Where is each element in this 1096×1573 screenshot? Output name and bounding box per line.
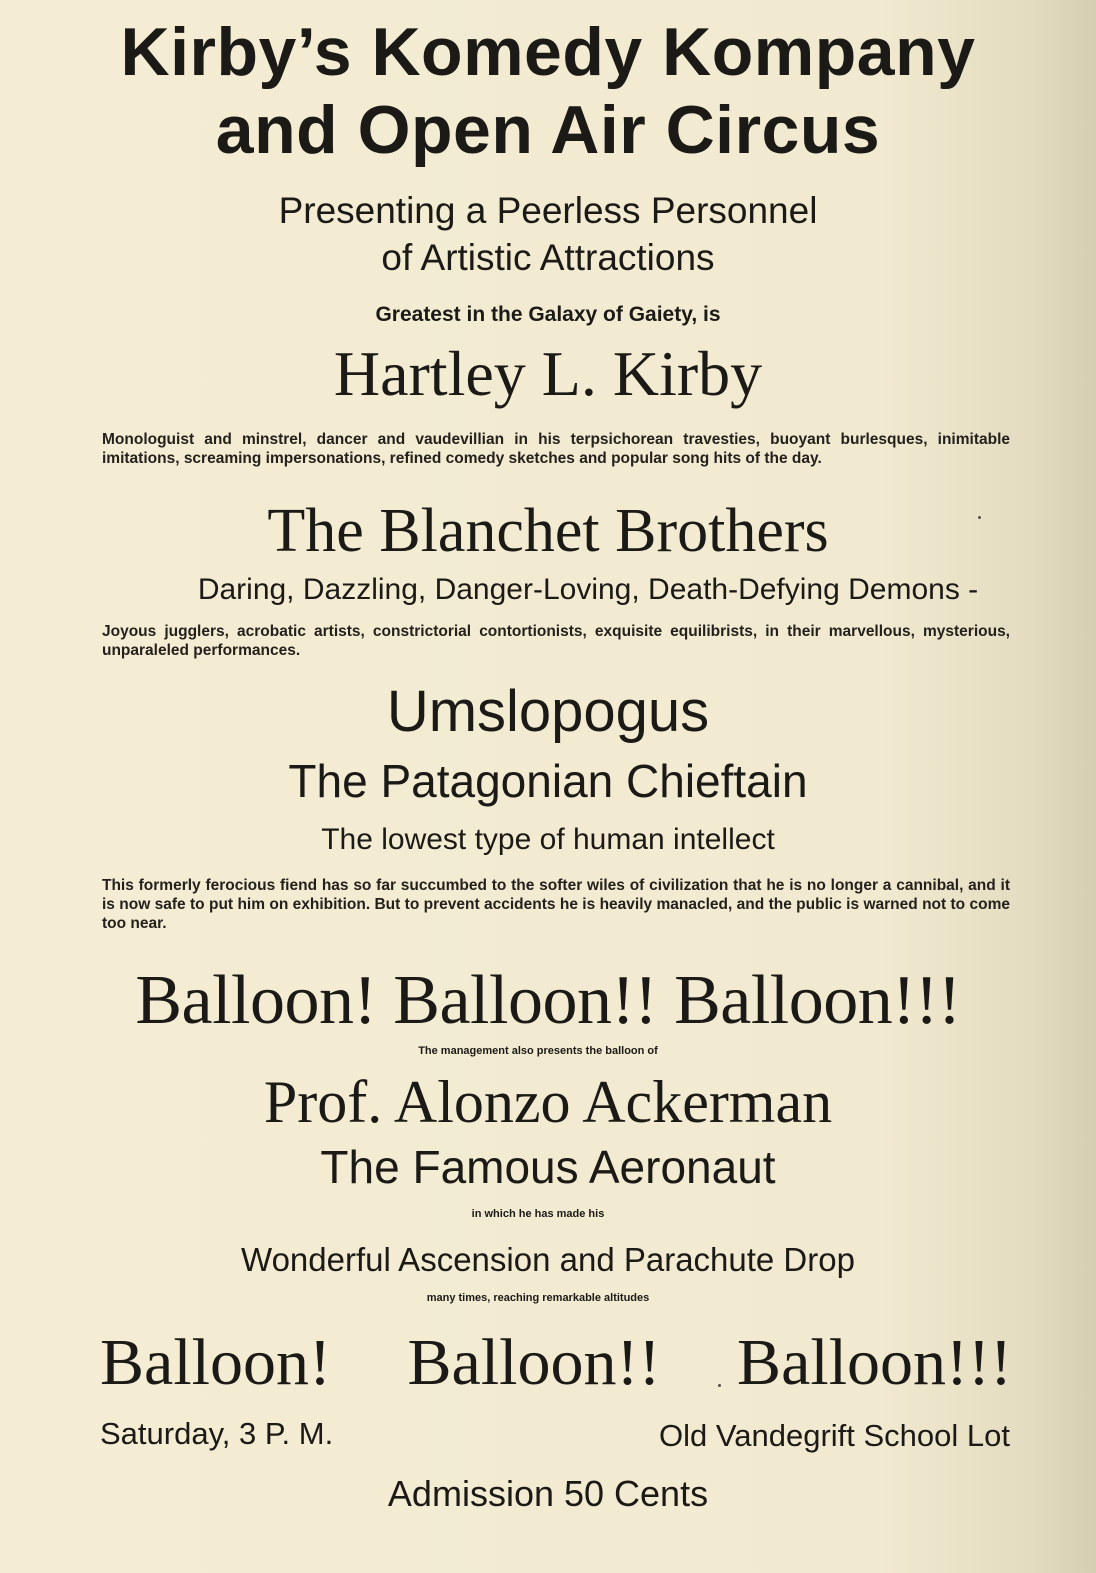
act-ackerman-intro: in which he has made his (471, 1208, 605, 1220)
presenting-line1: Presenting a Peerless Personnel (278, 190, 818, 231)
balloon-footer-3: Balloon!!! (737, 1326, 1012, 1399)
act-blanchet-brothers-name: The Blanchet Brothers (267, 497, 829, 565)
act-hartley-kirby-description: Monologuist and minstrel, dancer and vaudevillian in his terpsichorean travesties, buoyant burlesques, inimitable imitations, screaming impersonations, refined comedy sketches and popular song hits of the day. (102, 431, 1010, 467)
event-location: Old Vandegrift School Lot (659, 1418, 1010, 1453)
presenting-line2: of Artistic Attractions (381, 237, 715, 278)
balloon-footer-row (100, 1326, 1012, 1399)
act-ackerman-feat: Wonderful Ascension and Parachute Drop (241, 1241, 855, 1278)
poster-title-line1: Kirby’s Komedy Kompany (120, 14, 976, 90)
act-umslopogus-tagline: The lowest type of human intellect (321, 823, 775, 856)
act-blanchet-brothers-tagline: Daring, Dazzling, Danger-Loving, Death-Defying Demons - (197, 573, 979, 606)
admission-price: Admission 50 Cents (387, 1473, 709, 1514)
act-umslopogus-title: The Patagonian Chieftain (288, 755, 808, 807)
balloon-headline: Balloon! Balloon!! Balloon!!! (135, 962, 961, 1039)
act-ackerman-name: Prof. Alonzo Ackerman (263, 1069, 833, 1135)
event-time: Saturday, 3 P. M. (100, 1416, 334, 1451)
management-note: The management also presents the balloon of (418, 1045, 658, 1057)
ink-speck (978, 516, 981, 519)
ink-speck (718, 1384, 721, 1387)
balloon-footer-1: Balloon! (100, 1326, 331, 1399)
balloon-footer-2: Balloon!! (407, 1326, 661, 1399)
act-umslopogus-description: This formerly ferocious fiend has so far succumbed to the softer wiles of civilization that he is no longer a cannibal, and it is now safe to put him on exhibition. But to prevent accidents he is heavily manacled, and the public is warned not to come too near. (102, 877, 1010, 932)
poster-title-line2: and Open Air Circus (215, 92, 881, 168)
act-hartley-kirby-name: Hartley L. Kirby (333, 338, 763, 409)
act-ackerman-title: The Famous Aeronaut (320, 1141, 776, 1193)
greatest-intro: Greatest in the Galaxy of Gaiety, is (375, 303, 721, 326)
act-umslopogus-name: Umslopogus (386, 679, 710, 744)
act-ackerman-note: many times, reaching remarkable altitudes (426, 1292, 650, 1304)
act-blanchet-brothers-description: Joyous jugglers, acrobatic artists, constrictorial contortionists, exquisite equilibrists, in their marvellous, mysterious, unparaleled performances. (102, 623, 1010, 659)
